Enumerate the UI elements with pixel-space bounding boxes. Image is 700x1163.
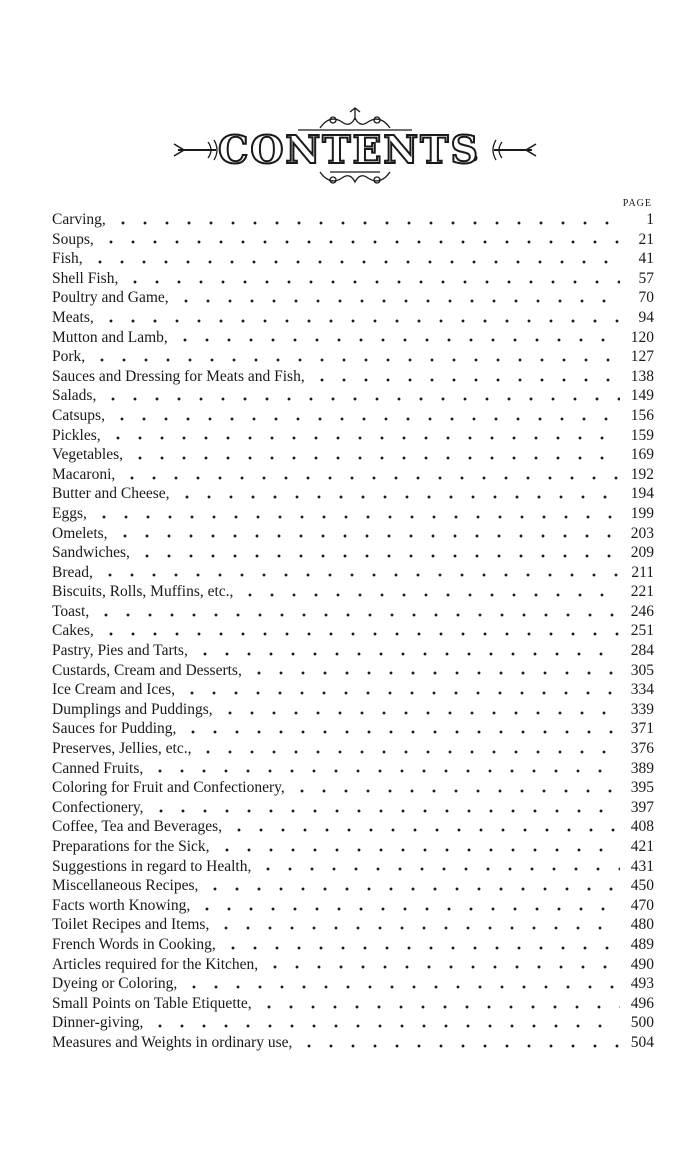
toc-entry-label: Sauces for Pudding, (52, 720, 177, 738)
toc-entry-page: 41 (638, 250, 654, 268)
toc-entry (52, 465, 654, 485)
toc-entry-label: French Words in Cooking, (52, 935, 216, 953)
toc-entry-page: 339 (630, 700, 654, 718)
dot-leader (298, 1044, 620, 1048)
toc-entry-label: Mutton and Lamb, (52, 328, 168, 346)
dot-leader (264, 965, 620, 969)
dot-leader (129, 456, 620, 460)
toc-entry-label: Sauces and Dressing for Meats and Fish, (52, 367, 305, 385)
dot-leader (258, 1005, 620, 1009)
dot-leader (257, 867, 620, 871)
toc-entry-page: 221 (630, 583, 654, 601)
toc-entry-label: Vegetables, (52, 446, 124, 464)
toc-entry-label: Toilet Recipes and Items, (52, 916, 210, 934)
toc-entry-label: Sandwiches, (52, 544, 130, 562)
dot-leader (311, 378, 620, 382)
toc-entry (52, 308, 654, 328)
dot-leader (216, 848, 620, 852)
toc-entry-label: Ice Cream and Ices, (52, 681, 176, 699)
toc-entry (52, 582, 654, 602)
toc-entry-page: 94 (638, 308, 654, 326)
toc-entry-page: 397 (630, 798, 654, 816)
toc-entry-page: 376 (630, 740, 654, 758)
toc-entry (52, 700, 654, 720)
toc-entry-page: 371 (630, 720, 654, 738)
toc-entry-label: Facts worth Knowing, (52, 896, 191, 914)
dot-leader (100, 632, 620, 636)
dot-leader (95, 613, 620, 617)
toc-entry (52, 484, 654, 504)
toc-entry-label: Pickles, (52, 426, 101, 444)
toc-entry (52, 543, 654, 563)
toc-entry (52, 563, 654, 583)
toc-entry (52, 935, 654, 955)
toc-entry (52, 974, 654, 994)
dot-leader (124, 280, 620, 284)
toc-entry-label: Shell Fish, (52, 269, 119, 287)
toc-entry-page: 159 (630, 426, 654, 444)
toc-entry-label: Preparations for the Sick, (52, 838, 210, 855)
toc-entry-page: 251 (630, 622, 654, 640)
dot-leader (222, 946, 620, 950)
toc-entry-page: 209 (630, 544, 654, 562)
toc-entry-page: 21 (638, 230, 654, 248)
toc-entry-page: 199 (630, 504, 654, 522)
toc-entry-label: Dumplings and Puddings, (52, 700, 213, 718)
toc-entry (52, 1013, 654, 1033)
toc-entry-label: Salads, (52, 387, 97, 405)
dot-leader (114, 534, 620, 538)
dot-leader (175, 299, 620, 303)
toc-entry-label: Soups, (52, 230, 94, 248)
toc-entry-label: Omelets, (52, 524, 108, 542)
dot-leader (107, 436, 620, 440)
dot-leader (176, 495, 620, 499)
dot-leader (89, 260, 620, 264)
toc-entry-page: 169 (630, 446, 654, 464)
toc-entry (52, 328, 654, 348)
page-title: CONTENTS (218, 127, 480, 172)
toc-entry-label: Fish, (52, 250, 83, 268)
toc-entry (52, 426, 654, 446)
toc-entry (52, 857, 654, 877)
dot-leader (102, 397, 620, 401)
toc-entry (52, 994, 654, 1014)
toc-entry-page: 504 (630, 1033, 654, 1051)
toc-entry-label: Macaroni, (52, 465, 116, 483)
dot-leader (182, 730, 620, 734)
toc-entry-label: Dinner-giving, (52, 1014, 144, 1032)
toc-entry-page: 120 (630, 328, 654, 346)
page-column-label: PAGE (622, 198, 652, 209)
toc-entry (52, 915, 654, 935)
toc-entry-page: 127 (630, 348, 654, 366)
toc-entry (52, 269, 654, 289)
toc-entry-page: 211 (631, 563, 654, 581)
toc-entry (52, 896, 654, 916)
toc-entry (52, 778, 654, 798)
toc-entry (52, 876, 654, 896)
toc-entry-page: 70 (638, 289, 654, 307)
toc-entry-page: 138 (630, 367, 654, 385)
dot-leader (93, 515, 620, 519)
toc-entry-page: 192 (630, 465, 654, 483)
toc-entry (52, 288, 654, 308)
dot-leader (196, 907, 620, 911)
toc-entry-page: 1 (646, 211, 654, 228)
toc-entry-label: Catsups, (52, 406, 105, 424)
dot-leader (121, 476, 620, 480)
toc-entry (52, 249, 654, 269)
dot-leader (248, 671, 620, 675)
toc-entry (52, 739, 654, 759)
toc-entry-label: Biscuits, Rolls, Muffins, etc., (52, 583, 234, 601)
toc-entry-page: 57 (638, 269, 654, 287)
toc-entry-label: Coloring for Fruit and Confectionery, (52, 779, 285, 797)
toc-entry-page: 334 (630, 681, 654, 699)
toc-entry-page: 395 (630, 779, 654, 797)
toc-entry-label: Meats, (52, 308, 94, 326)
contents-list (52, 210, 654, 1053)
toc-entry-page: 421 (630, 838, 654, 855)
toc-entry (52, 230, 654, 250)
toc-entry (52, 798, 654, 818)
dot-leader (183, 985, 620, 989)
toc-entry-page: 470 (630, 896, 654, 914)
dot-leader (181, 691, 620, 695)
dot-leader (112, 221, 620, 225)
toc-entry-page: 149 (630, 387, 654, 405)
toc-entry-label: Confectionery, (52, 798, 144, 816)
toc-entry (52, 719, 654, 739)
toc-entry-label: Bread, (52, 563, 93, 581)
toc-entry-label: Dyeing or Coloring, (52, 975, 178, 993)
toc-entry-page: 194 (630, 485, 654, 503)
toc-entry (52, 837, 654, 857)
toc-entry-label: Articles required for the Kitchen, (52, 955, 259, 973)
dot-leader (239, 593, 620, 597)
toc-entry-page: 480 (630, 916, 654, 934)
toc-entry (52, 817, 654, 837)
dot-leader (136, 554, 620, 558)
dot-leader (91, 358, 620, 362)
toc-entry-label: Butter and Cheese, (52, 485, 170, 503)
dot-leader (100, 240, 620, 244)
toc-entry-page: 431 (630, 857, 654, 875)
toc-entry-label: Pastry, Pies and Tarts, (52, 642, 188, 660)
toc-entry-label: Custards, Cream and Desserts, (52, 661, 242, 679)
toc-entry (52, 367, 654, 387)
toc-entry-label: Poultry and Game, (52, 289, 169, 307)
toc-entry-page: 496 (630, 994, 654, 1012)
dot-leader (194, 652, 620, 656)
dot-leader (149, 1024, 620, 1028)
toc-entry (52, 524, 654, 544)
dot-leader (111, 417, 620, 421)
toc-entry (52, 1033, 654, 1053)
toc-entry (52, 621, 654, 641)
toc-entry-page: 489 (630, 935, 654, 953)
toc-entry (52, 759, 654, 779)
toc-entry-label: Small Points on Table Etiquette, (52, 994, 252, 1012)
toc-entry (52, 406, 654, 426)
toc-entry-page: 450 (630, 877, 654, 895)
toc-entry-label: Toast, (52, 602, 90, 620)
toc-entry (52, 445, 654, 465)
toc-entry (52, 680, 654, 700)
dot-leader (100, 319, 620, 323)
toc-entry-page: 156 (630, 406, 654, 424)
toc-entry-label: Miscellaneous Recipes, (52, 877, 199, 895)
dot-leader (219, 711, 620, 715)
toc-entry (52, 955, 654, 975)
dot-leader (99, 573, 620, 577)
toc-entry-page: 246 (630, 602, 654, 620)
dot-leader (150, 809, 620, 813)
toc-entry (52, 347, 654, 367)
toc-entry (52, 386, 654, 406)
toc-entry-label: Pork, (52, 348, 86, 366)
toc-entry-label: Coffee, Tea and Beverages, (52, 818, 223, 836)
toc-entry-label: Suggestions in regard to Health, (52, 857, 252, 875)
dot-leader (149, 769, 620, 773)
toc-entry (52, 504, 654, 524)
toc-entry-page: 490 (630, 955, 654, 973)
toc-entry-page: 493 (630, 975, 654, 993)
toc-entry-page: 408 (630, 818, 654, 836)
dot-leader (174, 338, 620, 342)
toc-entry-page: 305 (630, 661, 654, 679)
toc-entry-label: Carving, (52, 211, 106, 228)
toc-entry-page: 203 (630, 524, 654, 542)
dot-leader (291, 789, 620, 793)
toc-entry (52, 210, 654, 230)
toc-entry-label: Canned Fruits, (52, 759, 144, 777)
toc-entry (52, 661, 654, 681)
toc-entry-page: 284 (630, 642, 654, 660)
toc-entry (52, 602, 654, 622)
dot-leader (197, 750, 620, 754)
title-container (218, 127, 480, 172)
toc-entry-label: Measures and Weights in ordinary use, (52, 1033, 293, 1051)
dot-leader (228, 828, 620, 832)
toc-entry-page: 389 (630, 759, 654, 777)
toc-entry (52, 641, 654, 661)
toc-entry-label: Preserves, Jellies, etc., (52, 740, 192, 758)
toc-entry-page: 500 (630, 1014, 654, 1032)
dot-leader (204, 887, 620, 891)
dot-leader (215, 926, 620, 930)
toc-entry-label: Cakes, (52, 622, 94, 640)
toc-entry-label: Eggs, (52, 504, 87, 522)
